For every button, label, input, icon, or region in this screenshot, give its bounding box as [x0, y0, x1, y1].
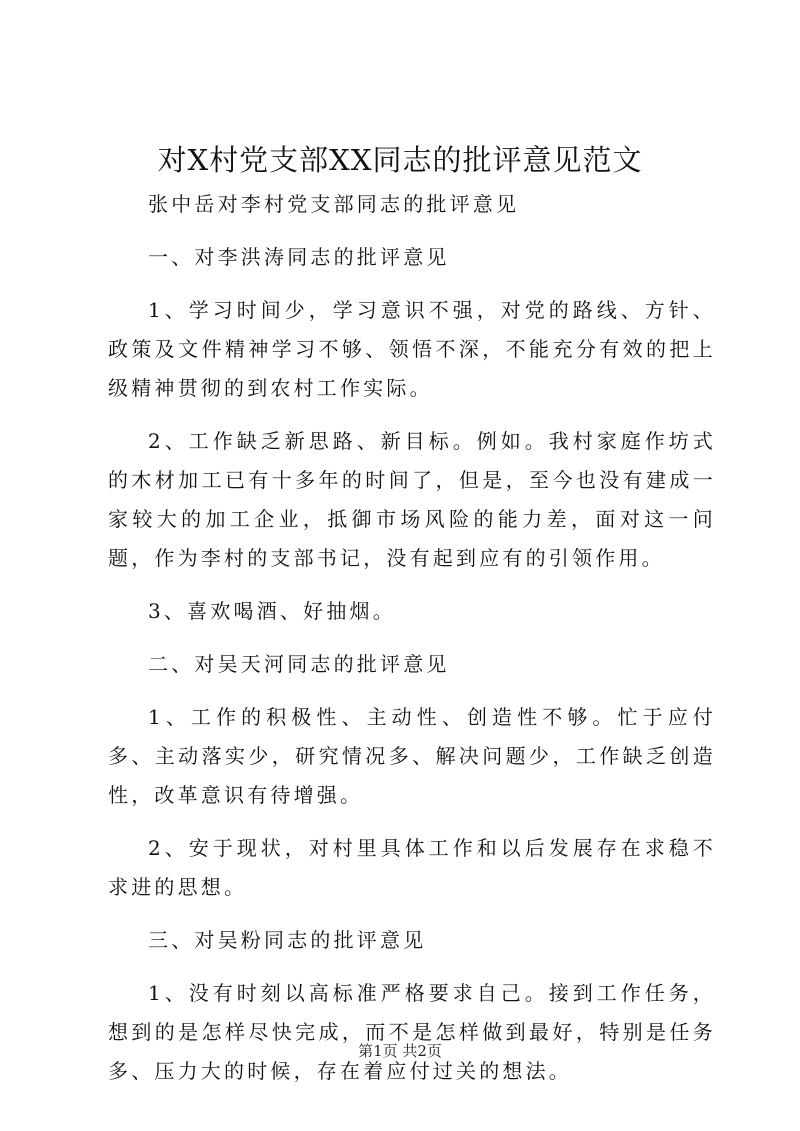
paragraph-subtitle: 张中岳对李村党支部同志的批评意见 [148, 192, 520, 216]
section-heading-2: 二、对吴天河同志的批评意见 [148, 652, 450, 676]
paragraph-2-2: 2、安于现状，对村里具体工作和以后发展存在求稳不求进的思想。 [108, 836, 716, 899]
paragraph-1-2: 2、工作缺乏新思路、新目标。例如。我村家庭作坊式的木材加工已有十多年的时间了，但是，至今也没有建成一家较大的加工企业，抵御市场风险的能力差，面对这一问题，作为李村的支部书记，没有起到应有的引领作用。 [108, 429, 716, 570]
paragraph-2-1: 1、工作的积极性、主动性、创造性不够。忙于应付多、主动落实少，研究情况多、解决问题少，工作缺乏创造性，改革意识有待增强。 [108, 705, 716, 807]
document-title: 对X村党支部XX同志的批评意见范文 [157, 143, 643, 177]
paragraph-3-1: 1、没有时刻以高标准严格要求自己。接到工作任务，想到的是怎样尽快完成，而不是怎样做到最好，特别是任务多、压力大的时候，存在着应付过关的想法。 [108, 981, 716, 1083]
section-heading-3: 三、对吴粉同志的批评意见 [148, 928, 427, 952]
paragraph-1-3: 3、喜欢喝酒、好抽烟。 [148, 599, 396, 623]
section-heading-1: 一、对李洪涛同志的批评意见 [148, 245, 450, 269]
document-body [108, 185, 716, 1105]
page-footer: 第1页 共2页 [358, 1042, 442, 1060]
paragraph-1-1: 1、学习时间少，学习意识不强，对党的路线、方针、政策及文件精神学习不够、领悟不深，不能充分有效的把上级精神贯彻的到农村工作实际。 [108, 298, 716, 400]
